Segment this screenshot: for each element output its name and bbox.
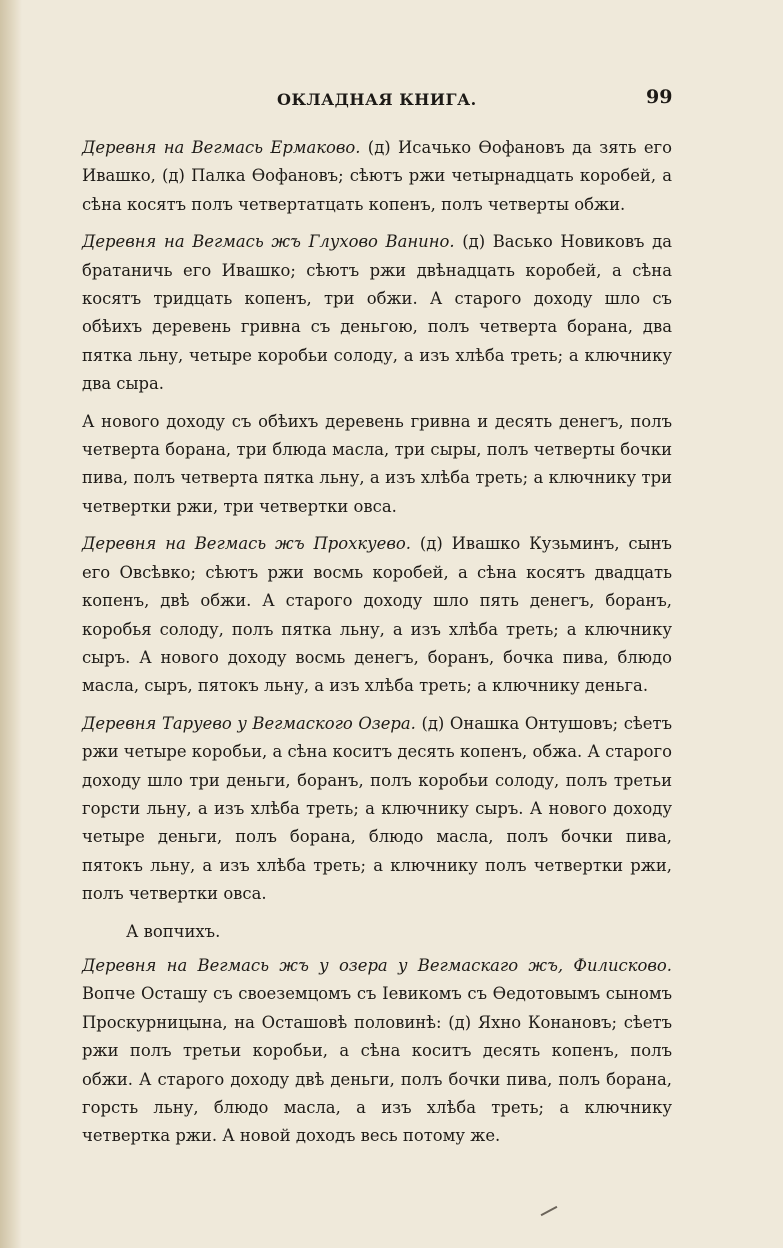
paragraph-prokhkuevo: [82, 530, 672, 700]
page-header: [0, 84, 783, 114]
paragraph-filiskovo: [82, 952, 672, 1151]
paragraph-text: (д) Ивашко Кузьминъ, сынъ его Овсѣвко; сѣютъ ржи восмь коробей, а сѣна косятъ двадцать копенъ, двѣ обжи. А старого доходу шло пять денегъ, боранъ, коробья солоду, полъ пятка льну, а изъ хлѣба треть; а ключнику сыръ. А нового доходу восмь денегъ, боранъ, бочка пива, блюдо масла, сыръ, пятокъ льну, а изъ хлѣба треть; а ключнику деньга.: [82, 534, 672, 696]
paragraph-lead: Деревня Таруево у Вегмаского Озера.: [82, 713, 416, 733]
paragraph-text: (д) Исачько Ѳофановъ да зять его Ивашко, (д) Палка Ѳофановъ; сѣютъ ржи четырнадцать коробей, а сѣна косятъ полъ четвертатцать копенъ, полъ четверты обжи.: [82, 138, 672, 214]
paragraph-taruevo: [82, 710, 672, 909]
paragraph-text: (д) Васько Новиковъ да братаничь его Ивашко; сѣютъ ржи двѣнадцать коробей, а сѣна косятъ тридцать копенъ, три обжи. А старого доходу шло съ обѣихъ деревень гривна съ деньгою, полъ четверта борана, два пятка льну, четыре коробьи солоду, а изъ хлѣба треть; а ключнику два сыра.: [82, 232, 672, 394]
paragraph-lead: Деревня на Вегмась Ермаково.: [82, 138, 361, 157]
paragraph-lead: Деревня на Вегмась жъ у озера у Вегмаскаго жъ, Филисково.: [82, 955, 672, 975]
paragraph-lead: Деревня на Вегмась жъ Прохкуево.: [82, 534, 411, 554]
paragraph-text: (д) Онашка Онтушовъ; сѣетъ ржи четыре коробьи, а сѣна коситъ десять копенъ, обжа. А старого доходу шло три деньги, боранъ, полъ коробьи солоду, полъ третьи горсти льну, а изъ хлѣба треть; а ключнику сыръ. А нового доходу четыре деньги, полъ борана, блюдо масла, полъ бочки пива, пятокъ льну, а изъ хлѣба треть; а ключнику полъ четвертки ржи, полъ четвертки овса.: [82, 713, 673, 904]
paragraph-text: А нового доходу съ обѣихъ деревень гривна и десять денегъ, полъ четверта борана, три блюда масла, три сыры, полъ четверты бочки пива, полъ четверта пятка льну, а изъ хлѣба треть; а ключнику три четвертки ржи, три четвертки овса.: [82, 411, 672, 516]
page-number: 99: [646, 86, 673, 108]
paragraph-text: Вопче Осташу съ своеземцомъ съ Іевикомъ съ Ѳедотовымъ сыномъ Проскурницына, на Осташовѣ половинѣ: (д) Яхно Конановъ; сѣетъ ржи полъ третьи коробьи, а сѣна коситъ десять копенъ, полъ обжи. А старого доходу двѣ деньги, полъ бочки пива, полъ борана, горсть льну, блюдо масла, а изъ хлѣба треть; а ключнику четвертка ржи. А новой доходъ весь потому же.: [82, 984, 672, 1146]
section-heading: А вопчихъ.: [126, 921, 221, 941]
ink-mark: [541, 1206, 558, 1216]
page-spine-shadow: [0, 0, 22, 1248]
paragraph-ermakovo: [82, 134, 672, 219]
paragraph-new-income: [82, 408, 672, 522]
running-head: ОКЛАДНАЯ КНИГА.: [277, 90, 477, 109]
paragraph-lead: Деревня на Вегмась жъ Глухово Ванино.: [82, 232, 455, 252]
paragraph-glukhovo: [82, 228, 672, 398]
page-body: [82, 134, 672, 1160]
